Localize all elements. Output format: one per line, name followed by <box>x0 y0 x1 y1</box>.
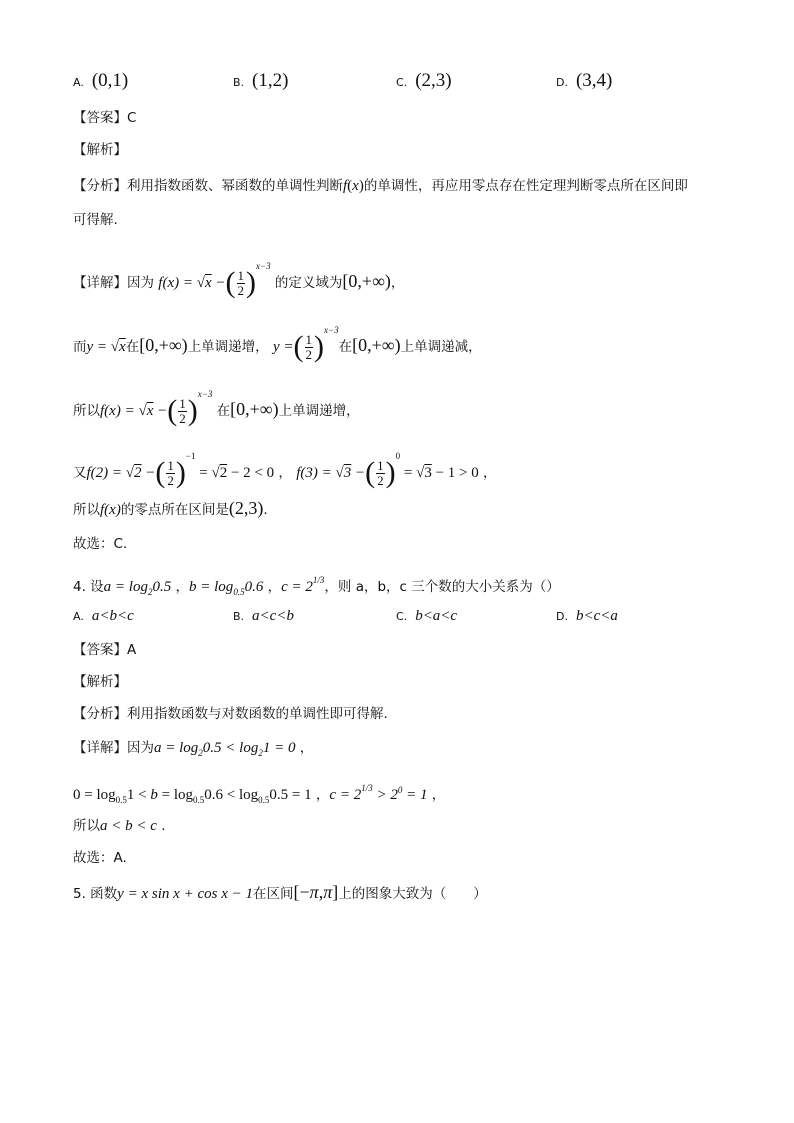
option-value: (3,4) <box>575 70 613 91</box>
question-tail: 上的图象大致为（ ） <box>338 886 487 902</box>
option-value: (2,3) <box>415 70 452 91</box>
q4-option-b <box>233 608 294 625</box>
q3-detail-line4: 又f(2) = √2 −( $\frac{1}{2}$ )$^{-1}$ = √2 − 2 < 0 ， f(3) = √3 −( $\frac{1}{2}$ )$^0$ = √3 − 1 > 0 ， <box>73 451 497 489</box>
analysis-tag: 【解析】 <box>73 142 127 158</box>
formula-paren: ) <box>385 456 396 489</box>
formula-paren: ( <box>167 394 178 427</box>
fraction-half: $\frac{1}{2}$ <box>179 395 186 426</box>
line-text: 在 <box>338 339 353 355</box>
fenxi-text: 利用指数函数与对数函数的单调性即可得解. <box>127 706 388 722</box>
formula-f3: f(3) = √3 − <box>296 465 366 481</box>
domain-interval: [0,+∞) <box>342 271 391 291</box>
detail-tag: 【详解】 <box>73 740 127 756</box>
formula: y = √x <box>86 339 126 355</box>
q4-option-c <box>396 608 457 625</box>
detail-text-a: 因为 <box>127 275 154 291</box>
formula-x: x <box>352 178 359 194</box>
formula-paren: ( <box>347 178 353 194</box>
formula-f3-result: = √3 − 1 > 0 <box>400 465 479 481</box>
fraction-half: $\frac{1}{2}$ <box>305 331 313 362</box>
q3-detail-line1: 【详解】因为 f(x) = √x −( $\frac{1}{2}$ )$^{x-3}$ 的定义域为[0,+∞)， <box>73 261 405 299</box>
option-value: (0,1) <box>91 70 129 91</box>
q4-detail-line3: 所以a < b < c . <box>73 818 166 834</box>
detail-tag: 【详解】 <box>73 275 127 291</box>
formula: f(x) <box>100 502 121 518</box>
line-text: 所以 <box>73 403 100 419</box>
interval: [0,+∞) <box>230 399 279 419</box>
line-text: 所以 <box>73 818 100 834</box>
detail-text-b: 的定义域为 <box>274 275 343 291</box>
formula-fx: f <box>343 178 348 194</box>
interval: [0,+∞) <box>139 335 188 355</box>
formula-paren: ) <box>314 330 325 363</box>
q4-answer <box>73 640 136 660</box>
fenxi-tag: 【分析】 <box>73 706 127 722</box>
formula-a: $a = \log_20.5$ <box>103 579 172 597</box>
answer-tag: 【答案】 <box>73 642 127 658</box>
exponent: 0 <box>395 451 401 461</box>
formula: $a = \log_20.5 < \log_21 = 0$ <box>154 740 296 758</box>
q4-question: 4. 设$a = \log_20.5$ ，$b = \log_{0.5}0.6$ ，$c = 2^{1/3}$，则 a，b，c 三个数的大小关系为（） <box>73 575 560 597</box>
formula-paren: ) <box>187 394 198 427</box>
q3-choose <box>73 534 127 554</box>
question-mid: 在区间 <box>253 886 294 902</box>
interval-pi: [−π,π] <box>293 882 339 902</box>
formula-paren: ) <box>358 178 364 194</box>
option-label: C. <box>396 610 408 623</box>
line-text: 所以 <box>73 502 100 518</box>
line-text: 在 <box>125 339 140 355</box>
option-label: D. <box>556 610 568 623</box>
q3-detail-line3 <box>73 384 360 426</box>
q4-option-a <box>73 608 134 625</box>
line-text: 上单调递增， <box>187 339 269 355</box>
option-value: b<a<c <box>415 608 458 624</box>
option-value: b<c<a <box>575 608 618 624</box>
line-text: 的零点所在区间是 <box>120 502 229 518</box>
option-label: C. <box>396 76 408 89</box>
formula-f2-result: = √2 − 2 < 0 <box>195 465 275 481</box>
choose-text: 故选：A. <box>73 850 127 866</box>
fenxi-tag: 【分析】 <box>73 178 127 194</box>
analysis-tag: 【解析】 <box>73 674 127 690</box>
fenxi-text-a: 利用指数函数、幂函数的单调性判断 <box>127 178 343 194</box>
q3-analysis-tag <box>73 140 127 160</box>
q4-analysis-tag <box>73 672 127 692</box>
q4-choose <box>73 848 127 868</box>
interval: [0,+∞) <box>352 335 401 355</box>
q3-answer <box>73 108 136 128</box>
answer-tag: 【答案】 <box>73 110 127 126</box>
formula-paren: ( <box>155 456 166 489</box>
q3-option-d <box>556 70 612 92</box>
formula-b: $b = \log_{0.5}0.6$ <box>189 579 264 597</box>
choose-text: 故选：C. <box>73 536 128 552</box>
fraction-half: $\frac{1}{2}$ <box>377 457 384 488</box>
formula-paren: ) <box>175 456 186 489</box>
exponent: −1 <box>185 451 196 461</box>
option-value: (1,2) <box>252 70 289 91</box>
q3-option-a <box>73 70 128 92</box>
line-text: 上单调递增， <box>278 403 360 419</box>
option-label: B. <box>233 610 245 623</box>
line-text: 在 <box>216 403 231 419</box>
formula-paren: ) <box>246 266 257 299</box>
line-text: 又 <box>73 465 87 481</box>
q3-option-b <box>233 70 288 92</box>
formula-c: $c = 2^{1/3}$ <box>281 575 325 595</box>
fraction-half: $\frac{1}{2}$ <box>237 267 245 298</box>
interval: (2,3) <box>228 498 264 518</box>
fenxi-text-b: 的单调性，再应用零点存在性定理判断零点所在区间即 <box>363 178 688 194</box>
formula: y = <box>272 339 294 355</box>
exponent: x−3 <box>256 261 271 271</box>
exponent: x−3 <box>197 389 213 399</box>
formula-paren: ( <box>365 456 376 489</box>
formula-order: a < b < c <box>100 818 157 834</box>
fenxi-text-c: 可得解. <box>73 212 118 228</box>
q5-question <box>73 882 487 904</box>
q3-detail-line5: 所以f(x)的零点所在区间是(2,3). <box>73 498 268 518</box>
formula: f(x) = √x − <box>100 403 168 419</box>
line-text: 而 <box>73 339 87 355</box>
formula-c: $c = 2^{1/3} > 2^0 = 1$ <box>329 783 428 803</box>
q3-option-c <box>396 70 452 92</box>
formula-paren: ( <box>225 266 236 299</box>
option-value: a<c<b <box>252 608 294 624</box>
option-label: D. <box>556 76 568 89</box>
question-number: 4. 设 <box>73 579 104 595</box>
option-value: a<b<c <box>91 608 134 624</box>
option-label: A. <box>73 610 84 623</box>
q3-fenxi-line2 <box>73 210 118 230</box>
q4-option-d <box>556 608 618 625</box>
q4-detail-line1: 【详解】因为$a = \log_20.5 < \log_21 = 0$ ， <box>73 740 314 758</box>
detail-text: 因为 <box>127 740 154 756</box>
line-text: 上单调递减， <box>400 339 482 355</box>
option-label: B. <box>233 76 245 89</box>
q4-fenxi <box>73 704 388 724</box>
formula-function: y = x sin x + cos x − 1 <box>117 886 253 902</box>
formula-log-chain: $0 = \log_{0.5}1 < b = \log_{0.5}0.6 < \log_{0.5}0.5 = 1$ <box>73 787 312 805</box>
answer-value: A <box>127 642 137 658</box>
question-tail: ，则 a，b，c 三个数的大小关系为（） <box>324 579 560 595</box>
exponent: x−3 <box>324 325 339 335</box>
question-number: 5. 函数 <box>73 886 118 902</box>
formula-f2: f(2) = √2 − <box>86 465 156 481</box>
q4-detail-line2: $0 = \log_{0.5}1 < b = \log_{0.5}0.6 < \log_{0.5}0.5 = 1$ ，$c = 2^{1/3} > 2^0 = 1$ ， <box>73 783 446 805</box>
q3-fenxi-line1 <box>73 176 688 196</box>
formula: f(x) = √x − <box>158 275 226 291</box>
q3-detail-line2 <box>73 320 482 362</box>
option-label: A. <box>73 76 84 89</box>
answer-value: C <box>127 110 137 126</box>
formula-paren: ( <box>293 330 304 363</box>
fraction-half: $\frac{1}{2}$ <box>167 457 174 488</box>
